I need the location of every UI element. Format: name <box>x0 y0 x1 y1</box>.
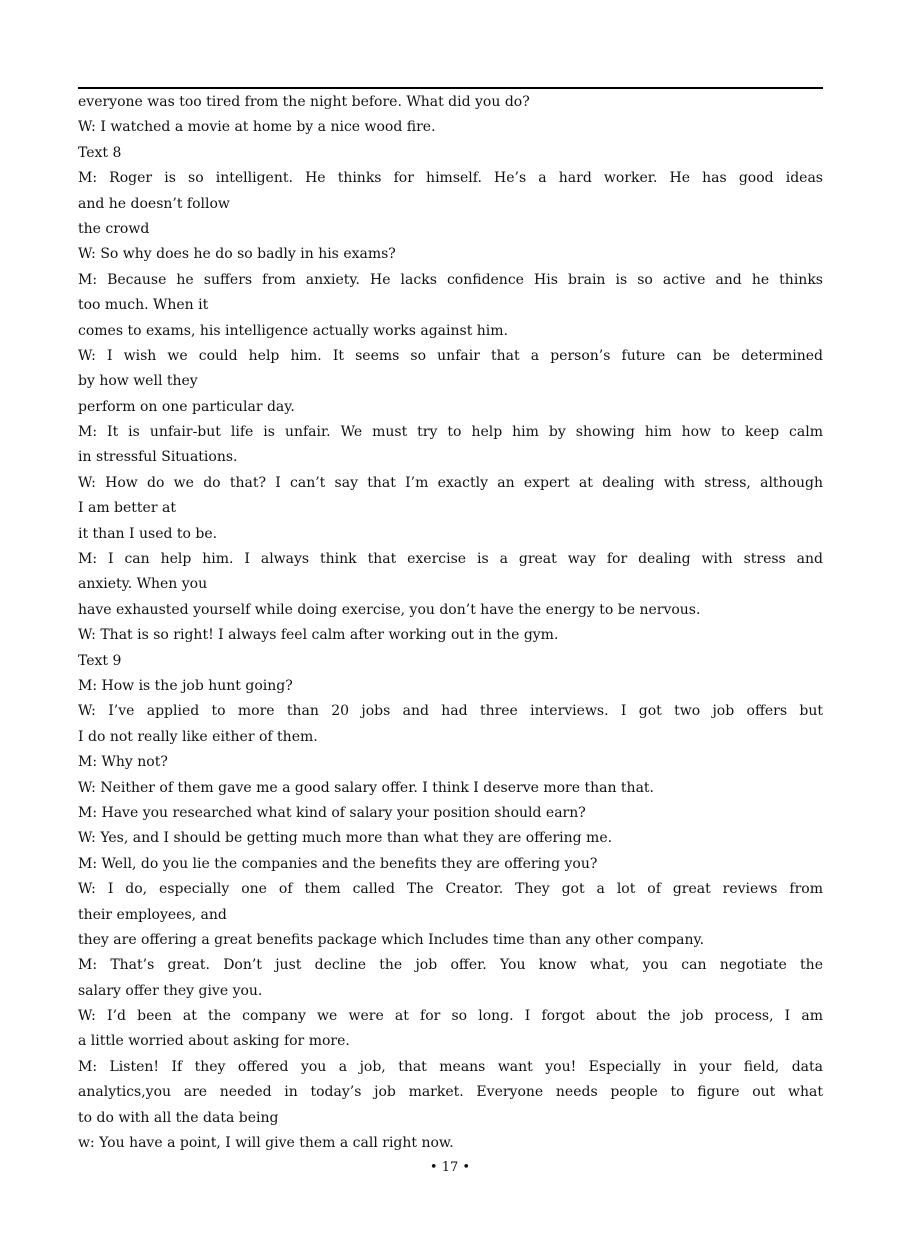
text-line: salary offer they give you. <box>78 982 263 999</box>
text-line: perform on one particular day. <box>78 398 295 415</box>
text-line: too much. When it <box>78 297 209 314</box>
section-heading: Text 8 <box>78 144 122 161</box>
text-line: M: Listen! If they offered you a job, that means want you! Especially in your field, data <box>78 1058 823 1075</box>
text-line: W: Yes, and I should be getting much more than what they are offering me. <box>78 830 613 847</box>
text-line: M: That’s great. Don’t just decline the job offer. You know what, you can negotiate the <box>78 957 823 974</box>
text-line: analytics,you are needed in today’s job market. Everyone needs people to figure out what <box>78 1084 823 1101</box>
text-line: W: I watched a movie at home by a nice wood fire. <box>78 119 436 136</box>
text-line: a little worried about asking for more. <box>78 1033 350 1050</box>
text-line: M: Have you researched what kind of salary your position should earn? <box>78 804 586 821</box>
text-line: M: I can help him. I always think that exercise is a great way for dealing with stress and <box>78 551 823 568</box>
text-line: W: I’d been at the company we were at for so long. I forgot about the job process, I am <box>78 1008 823 1025</box>
text-line: they are offering a great benefits package which Includes time than any other company. <box>78 931 705 948</box>
text-line: M: Why not? <box>78 754 168 771</box>
section-heading: Text 9 <box>78 652 122 669</box>
text-line: W: So why does he do so badly in his exams? <box>78 246 396 263</box>
text-line: W: I wish we could help him. It seems so unfair that a person’s future can be determined <box>78 347 823 364</box>
text-line: everyone was too tired from the night before. What did you do? <box>78 94 530 110</box>
text-line: anxiety. When you <box>78 576 208 593</box>
text-line: to do with all the data being <box>78 1109 279 1126</box>
text-line: W: Neither of them gave me a good salary offer. I think I deserve more than that. <box>78 779 654 796</box>
text-line: W: How do we do that? I can’t say that I’m exactly an expert at dealing with stress, although <box>78 474 823 491</box>
text-line: M: Because he suffers from anxiety. He lacks confidence His brain is so active and he thinks <box>78 271 823 288</box>
text-line: the crowd <box>78 220 150 237</box>
text-line: M: Roger is so intelligent. He thinks for himself. He’s a hard worker. He has good ideas <box>78 170 823 187</box>
text-line: by how well they <box>78 373 198 390</box>
text-line: have exhausted yourself while doing exercise, you don’t have the energy to be nervous. <box>78 601 701 618</box>
text-line: M: How is the job hunt going? <box>78 677 293 694</box>
text-line: in stressful Situations. <box>78 449 238 466</box>
text-line: I am better at <box>78 500 176 517</box>
text-line: it than I used to be. <box>78 525 218 542</box>
header-rule <box>78 87 823 89</box>
transcript-body <box>78 90 823 1156</box>
text-line: M: Well, do you lie the companies and the benefits they are offering you? <box>78 855 598 872</box>
text-line: and he doesn’t follow <box>78 195 230 212</box>
page-number: • 17 • <box>429 1160 471 1175</box>
text-line: W: That is so right! I always feel calm after working out in the gym. <box>78 627 559 644</box>
text-line: w: You have a point, I will give them a call right now. <box>78 1135 454 1152</box>
text-line: M: It is unfair-but life is unfair. We must try to help him by showing him how to keep calm <box>78 424 823 441</box>
text-line: I do not really like either of them. <box>78 728 318 745</box>
text-line: W: I do, especially one of them called The Creator. They got a lot of great reviews from <box>78 881 823 898</box>
text-line: comes to exams, his intelligence actually works against him. <box>78 322 509 339</box>
text-line: W: I’ve applied to more than 20 jobs and had three interviews. I got two job offers but <box>78 703 823 720</box>
text-line: their employees, and <box>78 906 227 923</box>
